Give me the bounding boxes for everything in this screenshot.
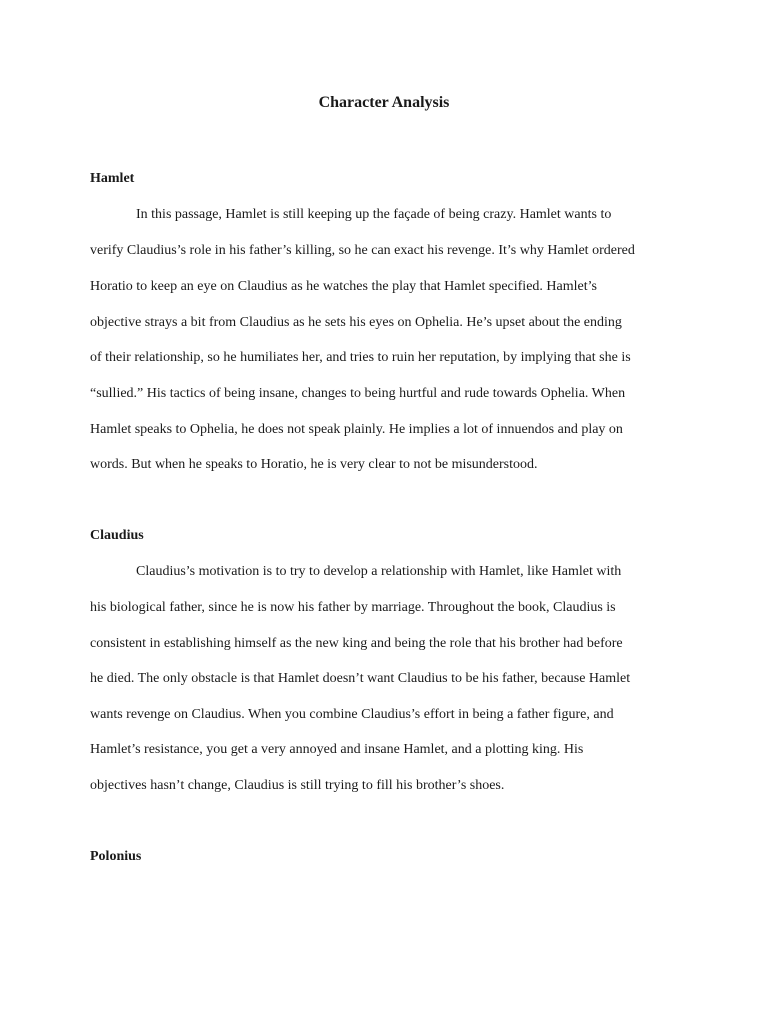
section-heading-claudius: Claudius (90, 528, 144, 543)
paragraph-line: “sullied.” His tactics of being insane, changes to being hurtful and rude towards Ophelia. When (90, 386, 626, 401)
paragraph-line: he died. The only obstacle is that Hamlet doesn’t want Claudius to be his father, because Hamlet (90, 671, 631, 686)
paragraph-line: In this passage, Hamlet is still keeping up the façade of being crazy. Hamlet wants to (136, 207, 612, 222)
section-heading-polonius: Polonius (90, 849, 142, 864)
paragraph-line: Hamlet speaks to Ophelia, he does not speak plainly. He implies a lot of innuendos and play on (90, 422, 623, 437)
paragraph-line: objectives hasn’t change, Claudius is still trying to fill his brother’s shoes. (90, 778, 505, 793)
section-heading-hamlet: Hamlet (90, 171, 135, 186)
paragraph-line: wants revenge on Claudius. When you combine Claudius’s effort in being a father figure, and (90, 707, 614, 722)
paragraph-line: objective strays a bit from Claudius as he sets his eyes on Ophelia. He’s upset about the ending (90, 315, 622, 330)
paragraph-line: his biological father, since he is now his father by marriage. Throughout the book, Claudius is (90, 600, 616, 615)
paragraph-line: Hamlet’s resistance, you get a very annoyed and insane Hamlet, and a plotting king. His (90, 742, 584, 757)
document-title: Character Analysis (318, 94, 450, 111)
paragraph-line: consistent in establishing himself as the new king and being the role that his brother had before (90, 636, 623, 651)
paragraph-line: Claudius’s motivation is to try to develop a relationship with Hamlet, like Hamlet with (136, 564, 622, 579)
paragraph-line: of their relationship, so he humiliates her, and tries to ruin her reputation, by implying that she is (90, 350, 631, 365)
paragraph-line: words. But when he speaks to Horatio, he is very clear to not be misunderstood. (90, 457, 538, 472)
paragraph-line: verify Claudius’s role in his father’s killing, so he can exact his revenge. It’s why Hamlet ordered (90, 243, 635, 258)
paragraph-line: Horatio to keep an eye on Claudius as he watches the play that Hamlet specified. Hamlet’s (90, 279, 597, 294)
